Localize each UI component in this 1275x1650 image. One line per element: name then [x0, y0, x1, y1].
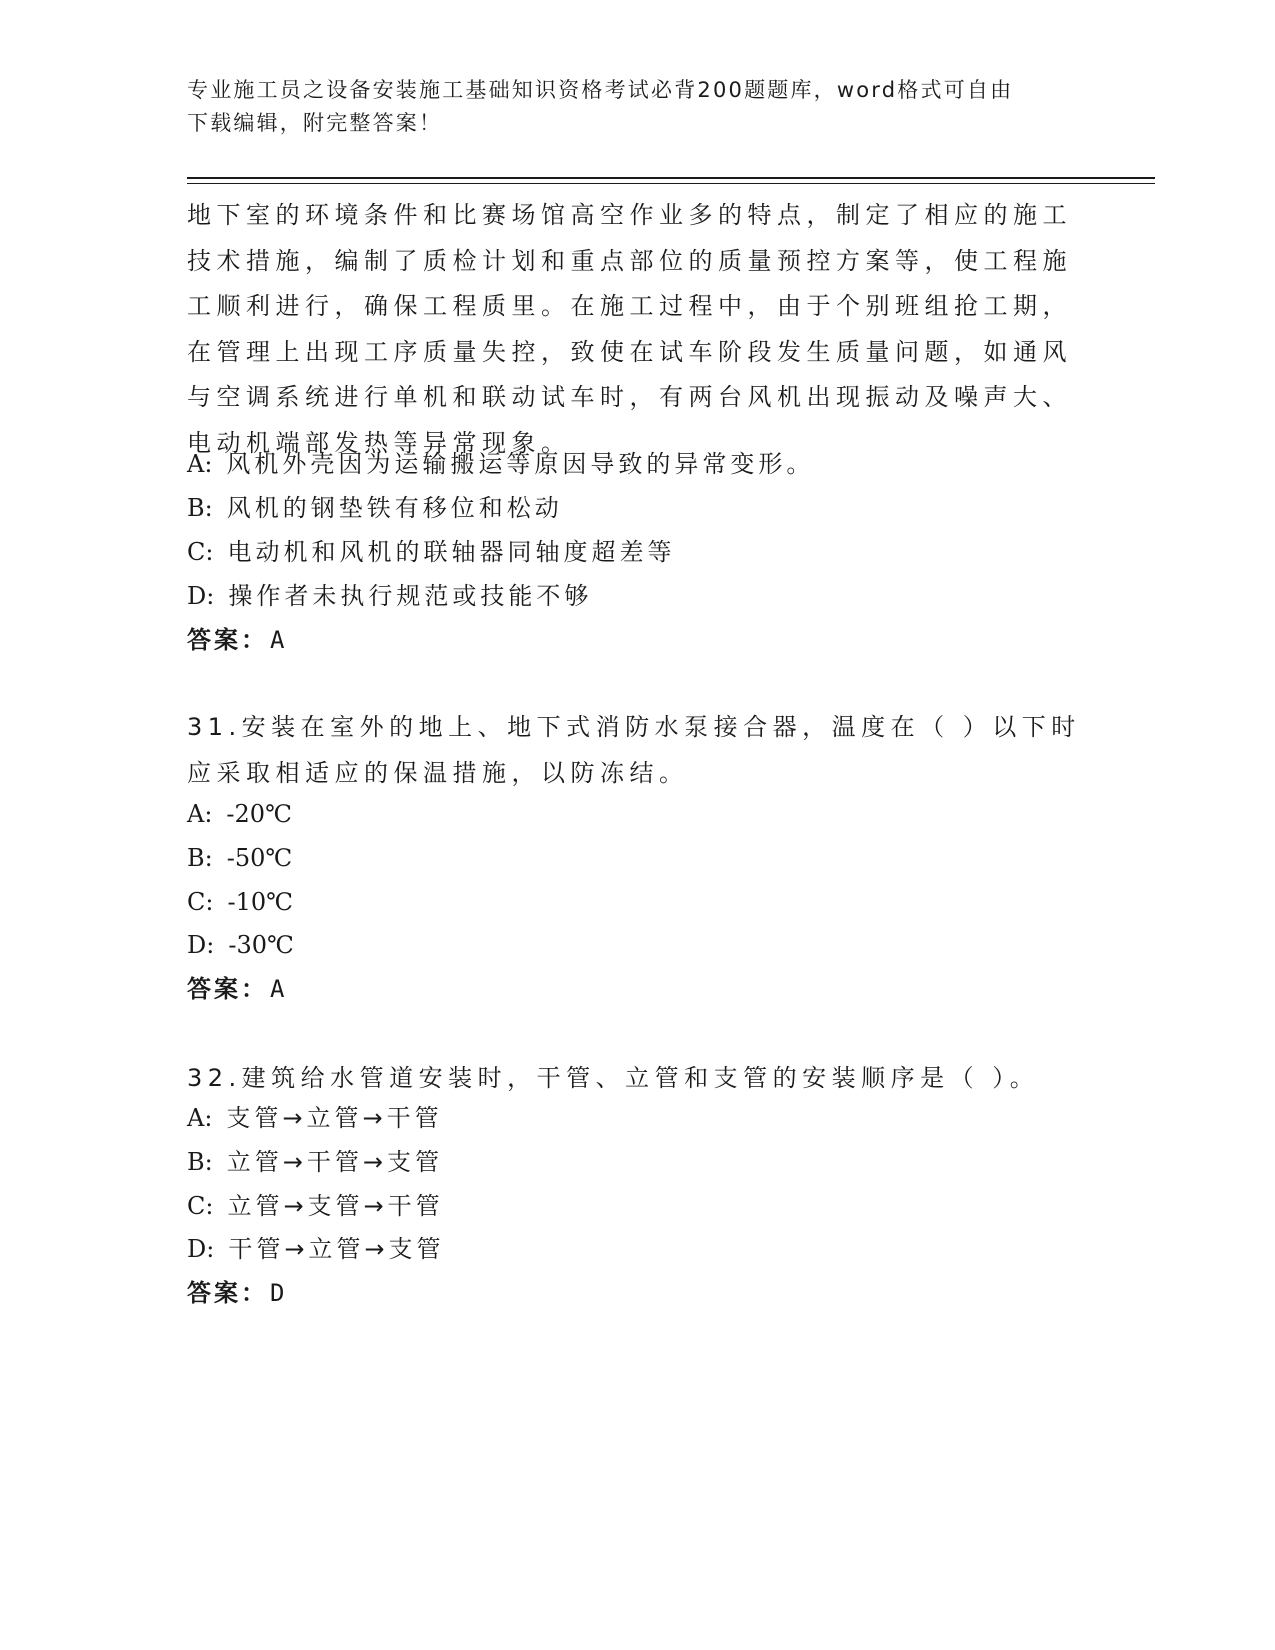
question-30-option-b [187, 493, 563, 523]
option-letter: D: [187, 931, 215, 959]
option-text: 立管→支管→干管 [227, 1192, 444, 1220]
question-30-option-d [187, 581, 592, 611]
option-text: 风机的钢垫铁有移位和松动 [226, 494, 563, 522]
stem-line: 应采取相适应的保温措施，以防冻结。 [187, 758, 689, 787]
question-30-option-c [187, 537, 675, 567]
option-letter: B: [187, 844, 213, 872]
question-31-option-b [187, 843, 292, 873]
header-title-line-2: 下载编辑，附完整答案！ [187, 111, 443, 135]
header-divider-thin [187, 183, 1155, 184]
answer-label: 答案： [187, 626, 268, 654]
question-32-option-b [187, 1147, 443, 1177]
option-text: 干管→立管→支管 [228, 1235, 445, 1263]
header-title-line-1: 专业施工员之设备安装施工基础知识资格考试必背200题题库，word格式可自由 [187, 78, 1014, 102]
answer-label: 答案： [187, 1279, 268, 1307]
answer-label: 答案： [187, 975, 268, 1003]
option-text: -20℃ [226, 800, 292, 828]
stem-line: 与空调系统进行单机和联动试车时，有两台风机出现振动及噪声大、 [187, 383, 1072, 412]
stem-line: 31.安装在室外的地上、地下式消防水泵接合器，温度在（ ）以下时 [187, 713, 1081, 741]
question-32-answer [187, 1278, 287, 1308]
question-31-stem [187, 705, 1087, 796]
option-letter: A: [187, 800, 213, 828]
option-letter: A: [187, 450, 213, 478]
question-30-option-a [187, 449, 814, 479]
option-text: -50℃ [226, 844, 293, 872]
option-text: 立管→干管→支管 [226, 1148, 443, 1176]
question-31-option-a [187, 799, 292, 829]
option-text: 操作者未执行规范或技能不够 [228, 582, 593, 610]
option-text: 电动机和风机的联轴器同轴度超差等 [227, 538, 676, 566]
question-31-option-c [187, 887, 293, 917]
question-31-answer [187, 974, 287, 1004]
answer-value: A [270, 626, 288, 654]
stem-line: 在管理上出现工序质量失控，致使在试车阶段发生质量问题，如通风 [187, 337, 1072, 366]
question-30-stem [187, 193, 1087, 467]
stem-line: 技术措施，编制了质检计划和重点部位的质量预控方案等，使工程施 [187, 246, 1072, 275]
stem-line: 32.建筑给水管道安装时，干管、立管和支管的安装顺序是（ ）。 [187, 1064, 1040, 1092]
option-text: -30℃ [228, 931, 294, 959]
question-32-option-a [187, 1103, 443, 1133]
option-letter: B: [187, 1148, 213, 1176]
option-letter: C: [187, 888, 214, 916]
question-32-stem [187, 1056, 1087, 1102]
option-letter: B: [187, 494, 213, 522]
option-letter: D: [187, 1235, 215, 1263]
option-text: 风机外壳因为运输搬运等原因导致的异常变形。 [226, 450, 815, 478]
question-30-answer [187, 625, 287, 655]
header-divider-thick [187, 177, 1155, 179]
answer-value: A [270, 975, 288, 1003]
document-header [187, 74, 1067, 140]
stem-line: 电动机端部发热等异常现象。 [187, 428, 571, 457]
stem-line: 工顺利进行，确保工程质里。在施工过程中，由于个别班组抢工期， [187, 292, 1072, 321]
option-letter: C: [187, 1192, 214, 1220]
option-text: 支管→立管→干管 [226, 1104, 443, 1132]
question-31-option-d [187, 930, 294, 960]
question-32-option-d [187, 1234, 445, 1264]
question-32-option-c [187, 1191, 444, 1221]
stem-line: 地下室的环境条件和比赛场馆高空作业多的特点，制定了相应的施工 [187, 201, 1072, 229]
answer-value: D [270, 1279, 288, 1307]
option-letter: D: [187, 582, 215, 610]
option-letter: A: [187, 1104, 213, 1132]
option-letter: C: [187, 538, 214, 566]
option-text: -10℃ [227, 888, 293, 916]
